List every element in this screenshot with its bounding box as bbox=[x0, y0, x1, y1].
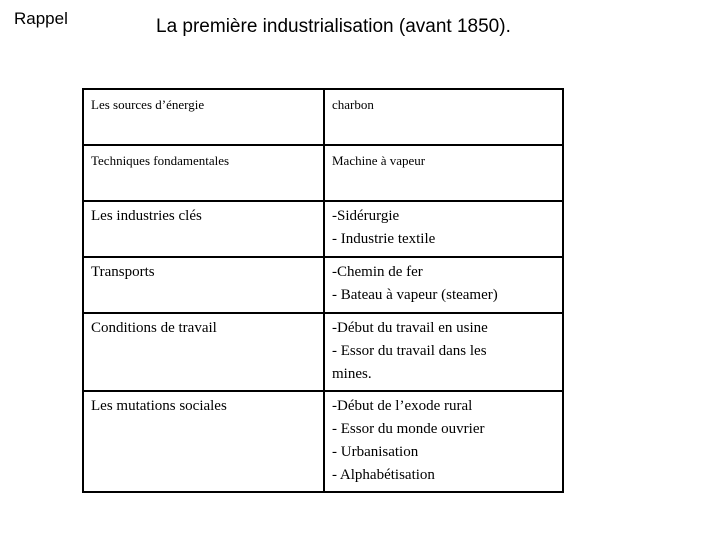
table-row bbox=[83, 391, 563, 492]
table-row bbox=[83, 257, 563, 313]
value-line: charbon bbox=[332, 97, 374, 112]
row-value-energy-sources bbox=[324, 89, 563, 145]
value-line: -Début de l’exode rural bbox=[332, 398, 473, 414]
page-title: La première industrialisation (avant 1850). bbox=[156, 16, 511, 37]
value-line: - Essor du monde ouvrier bbox=[332, 421, 485, 437]
table-row bbox=[83, 145, 563, 201]
table-row bbox=[83, 89, 563, 145]
table-row bbox=[83, 313, 563, 391]
value-line: -Chemin de fer bbox=[332, 264, 423, 280]
value-line: - Bateau à vapeur (steamer) bbox=[332, 287, 498, 303]
row-label-transport: Transports bbox=[83, 257, 324, 313]
row-label-energy-sources: Les sources d’énergie bbox=[83, 89, 324, 145]
value-line: - Industrie textile bbox=[332, 231, 436, 247]
industrialisation-summary-table bbox=[82, 88, 564, 493]
value-line: mines. bbox=[332, 366, 372, 382]
row-value-social-changes bbox=[324, 391, 563, 492]
row-label-core-techniques: Techniques fondamentales bbox=[83, 145, 324, 201]
value-line: Machine à vapeur bbox=[332, 153, 426, 168]
table-row bbox=[83, 201, 563, 257]
row-value-core-techniques bbox=[324, 145, 563, 201]
value-line: - Urbanisation bbox=[332, 444, 419, 460]
value-line: - Essor du travail dans les bbox=[332, 343, 487, 359]
value-line: - Alphabétisation bbox=[332, 467, 435, 483]
value-line: -Sidérurgie bbox=[332, 208, 400, 224]
row-label-key-industries: Les industries clés bbox=[83, 201, 324, 257]
row-label-working-conditions: Conditions de travail bbox=[83, 313, 324, 391]
row-label-social-changes: Les mutations sociales bbox=[83, 391, 324, 492]
row-value-working-conditions bbox=[324, 313, 563, 391]
value-line: -Début du travail en usine bbox=[332, 320, 488, 336]
row-value-transport bbox=[324, 257, 563, 313]
row-value-key-industries bbox=[324, 201, 563, 257]
rappel-label: Rappel bbox=[14, 9, 68, 28]
